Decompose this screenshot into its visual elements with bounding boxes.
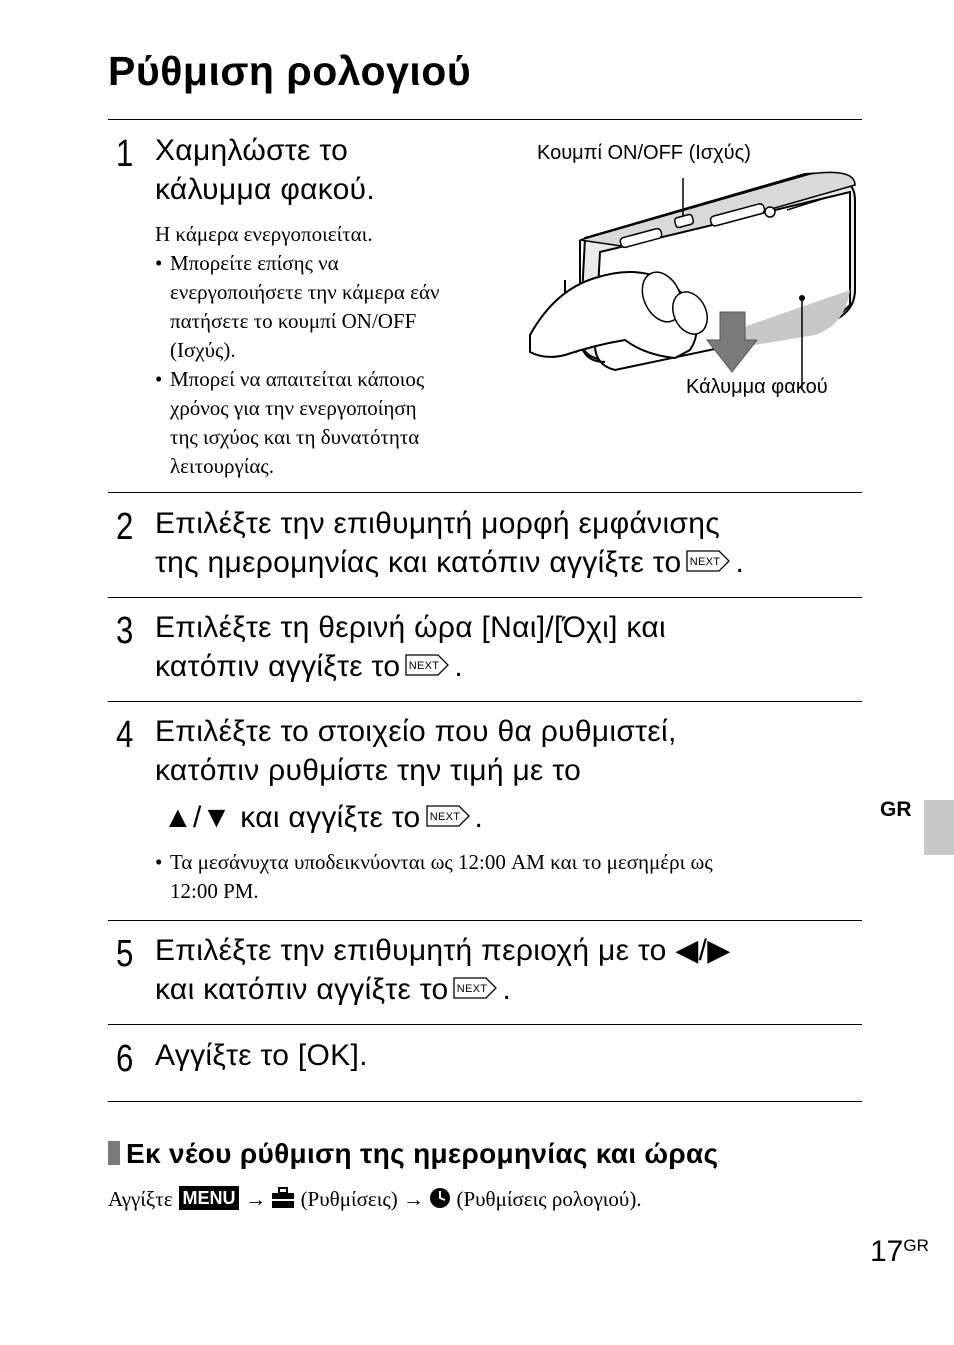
step-2-line-2 <box>155 543 865 584</box>
bullet-line: χρόνος για την ενεργοποίηση <box>170 396 417 420</box>
step-3-number: 3 <box>116 610 134 652</box>
divider <box>108 1024 862 1025</box>
next-icon-text: NEXT <box>457 982 488 995</box>
step-4-line-2: κατόπιν ρυθμίστε την τιμή με το <box>155 754 582 787</box>
step-2-line-2-text: της ημερομηνίας και κατόπιν αγγίξτε το <box>155 546 682 579</box>
step-5-line-2 <box>155 970 865 1011</box>
divider <box>108 492 862 493</box>
camera-figure <box>525 140 865 410</box>
bullet-line: πατήσετε το κουμπί ON/OFF <box>170 309 417 333</box>
settings-text: (Ρυθμίσεις) <box>300 1186 398 1211</box>
bullet-line: • Μπορεί να απαιτείται κάποιος <box>170 367 425 391</box>
step-3-line-1: Επιλέξτε τη θερινή ώρα [Ναι]/[Όχι] και <box>155 611 666 644</box>
arrow: → <box>245 1186 267 1211</box>
language-tab-marker <box>924 800 954 855</box>
step-4-number: 4 <box>116 714 134 756</box>
page-number-suffix: GR <box>903 1236 929 1255</box>
next-icon <box>404 649 450 688</box>
step-5-line-1: Επιλέξτε την επιθυμητή περιοχή με το ◀/▶ <box>155 934 731 967</box>
step-5-instruction <box>155 931 865 1011</box>
step-4-note <box>155 848 855 906</box>
divider <box>108 701 862 702</box>
clock-icon <box>429 1187 451 1215</box>
divider <box>108 597 862 598</box>
toolbox-icon <box>271 1187 295 1215</box>
lens-cover-label: Κάλυμμα φακού <box>686 376 828 398</box>
step-6-line-1: Αγγίξτε το [OK]. <box>155 1039 368 1072</box>
step-5-number: 5 <box>116 933 134 975</box>
bullet-line: λειτουργίας. <box>170 454 274 478</box>
step-3-instruction <box>155 608 865 688</box>
menu-icon-text: MENU <box>182 1188 236 1208</box>
language-tab-label: GR <box>880 798 912 821</box>
step-1-number: 1 <box>116 133 134 175</box>
clock-settings-text: (Ρυθμίσεις ρολογιού). <box>456 1186 642 1211</box>
step-4-instruction <box>155 712 865 839</box>
bullet-line: 12:00 PM. <box>170 879 259 903</box>
step-1-note-intro: Η κάμερα ενεργοποιείται. <box>155 222 373 246</box>
step-3-line-2-text: κατόπιν αγγίξτε το <box>155 650 401 683</box>
step-4-line-1: Επιλέξτε το στοιχείο που θα ρυθμιστεί, <box>155 715 677 748</box>
period: . <box>502 973 512 1006</box>
step-1-bullet-1 <box>155 249 515 365</box>
next-icon-text: NEXT <box>409 659 440 672</box>
next-icon <box>685 545 731 584</box>
arrow: → <box>402 1186 424 1211</box>
power-button-label: Κουμπί ON/OFF (Ισχύς) <box>537 142 751 164</box>
step-4-bullet <box>155 848 855 906</box>
page-number-value: 17 <box>870 1235 904 1268</box>
step-4-line-3-text: ▲/▼ και αγγίξτε το <box>163 801 421 834</box>
bullet-line: • Τα μεσάνυχτα υποδεικνύονται ως 12:00 AM και το μεσημέρι ως <box>170 850 713 874</box>
heading-bar <box>108 1141 120 1165</box>
next-icon-text: NEXT <box>690 555 721 568</box>
bullet-line: της ισχύος και τη δυνατότητα <box>170 425 420 449</box>
next-icon <box>452 972 498 1011</box>
bullet-line: (Ισχύς). <box>170 338 236 362</box>
divider <box>108 119 862 120</box>
bullet-line: ενεργοποιήσετε την κάμερα εάν <box>170 280 440 304</box>
camera-illustration <box>525 140 865 410</box>
touch-text: Αγγίξτε <box>108 1186 173 1211</box>
next-icon-text: NEXT <box>429 810 460 823</box>
next-icon <box>425 800 471 839</box>
page-title: Ρύθμιση ρολογιού <box>108 48 472 94</box>
step-1-bullet-2 <box>155 365 515 481</box>
step-1-line-2: κάλυμμα φακού. <box>155 173 375 206</box>
step-4-line-3 <box>155 798 865 839</box>
period: . <box>454 650 463 683</box>
divider <box>108 1101 862 1102</box>
divider <box>108 920 862 921</box>
step-2-number: 2 <box>116 506 134 548</box>
bullet-line: • Μπορείτε επίσης να <box>170 251 339 275</box>
step-2-line-1: Επιλέξτε την επιθυμητή μορφή εμφάνισης <box>155 507 720 540</box>
step-1-instruction <box>155 131 515 209</box>
period: . <box>735 546 745 579</box>
subsection-heading <box>108 1138 718 1170</box>
period: . <box>474 801 484 834</box>
step-6-instruction <box>155 1036 865 1075</box>
subsection-heading-text: Εκ νέου ρύθμιση της ημερομηνίας και ώρας <box>126 1138 719 1169</box>
step-2-instruction <box>155 504 865 584</box>
page-number <box>870 1235 929 1269</box>
step-1-line-1: Χαμηλώστε το <box>155 134 349 167</box>
subsection-instructions <box>108 1185 642 1217</box>
step-6-number: 6 <box>116 1038 134 1080</box>
menu-icon <box>178 1185 240 1217</box>
step-1-notes <box>155 220 515 481</box>
step-5-line-2-text: και κατόπιν αγγίξτε το <box>155 973 449 1006</box>
step-3-line-2 <box>155 647 865 688</box>
